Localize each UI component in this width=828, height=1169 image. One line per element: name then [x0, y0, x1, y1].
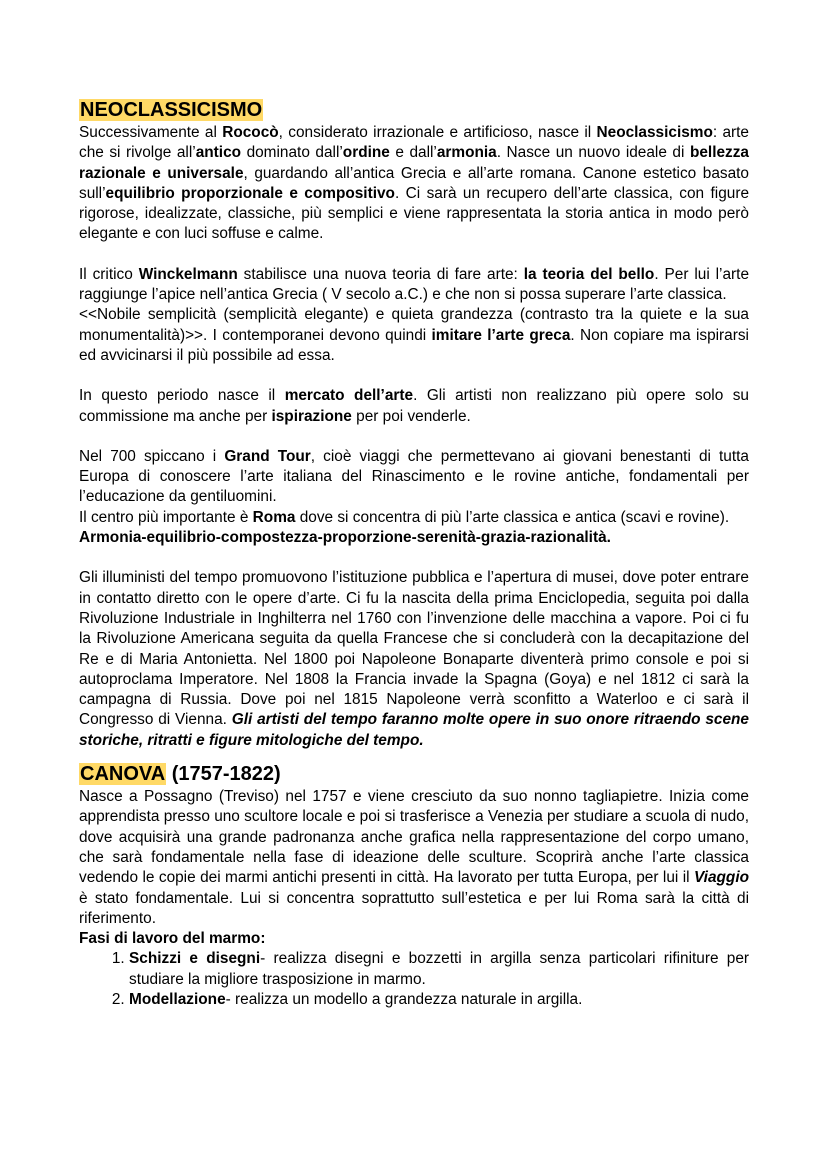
text-run: Gli artisti del tempo faranno molte opere in suo onore ritraendo scene storiche, ritratti e figure mitologiche del tempo.: [79, 711, 749, 749]
text-run: Modellazione: [129, 990, 226, 1008]
text-run: Armonia-equilibrio-compostezza-proporzione-serenità-grazia-razionalità.: [79, 529, 611, 547]
fasi-heading: [79, 929, 749, 949]
text-run: la teoria del bello: [523, 265, 655, 283]
paragraph-mercato: In questo periodo nasce il mercato dell’arte. Gli artisti non realizzano più opere solo su commissione ma anche per ispirazione per poi venderle.: [79, 387, 749, 425]
text-run: bellezza razionale e universale: [79, 144, 749, 182]
paragraph-canova-bio: Nasce a Possagno (Treviso) nel 1757 e viene cresciuto da suo nonno tagliapietre. Inizia come apprendista presso uno scultore locale e poi si trasferisce a Venezia per studiare a scuola di nudo, dove acquisirà una grande padronanza anche grafica nella rappresentazione del corpo umano, che sarà fondamentale nella fase di ideazione delle sculture. Scoprirà anche l’arte classica vedendo le copie dei marmi antichi presenti in città. Ha lavorato per tutta Europa, per lui il Viaggio è stato fondamentale. Lui si concentra soprattutto sull’estetica e per lui Roma sarà la città di riferimento.: [79, 788, 749, 927]
text-run: mercato dell’arte: [284, 387, 414, 405]
highlighted-title: NEOCLASSICISMO: [80, 99, 263, 121]
text-run: Viaggio: [693, 869, 749, 887]
paragraph-winckelmann: Il critico Winckelmann stabilisce una nuova teoria di fare arte: la teoria del bello. Per lui l’arte raggiunge l’apice nell’antica Grecia ( V secolo a.C.) e che non si possa superare l’arte classica.: [79, 265, 750, 304]
text-run: Rococò: [222, 124, 279, 141]
highlighted-title: CANOVA: [80, 763, 166, 786]
text-run: Grand Tour: [224, 447, 311, 465]
text-run: imitare l’arte greca: [431, 326, 571, 344]
text-run: antico: [195, 144, 242, 162]
section-canova: [79, 761, 749, 1010]
paragraph-intro: Successivamente al Rococò, considerato irrazionale e artificioso, nasce il Neoclassicismo: arte che si rivolge all’antico dominato dall’ordine e dall’armonia. Nasce un nuovo ideale di bellezza razionale e universale, guardando all’antica Grecia e all’arte romana. Canone estetico basato sull’equilibrio proporzionale e compositivo. Ci sarà un recupero dell’arte classica, con figure rigorose, idealizzate, classiche, più semplici e viene rappresentata la storia antica in modo però elegante e con luci soffuse e calme.: [79, 124, 750, 243]
paragraph-roma: Il centro più importante è Roma dove si concentra di più l’arte classica e antica (scavi e rovine).: [79, 508, 730, 526]
paragraph-quote: <<Nobile semplicità (semplicità elegante) e quieta grandezza (contrasto tra la quiete e la sua monumentalità)>>. I contemporanei devono quindi imitare l’arte greca. Non copiare ma ispirarsi ed avvicinarsi il più possibile ad essa.: [79, 306, 749, 364]
text-run: Neoclassicismo: [596, 124, 713, 141]
text-run: equilibrio proporzionale e compositivo: [105, 184, 395, 202]
text-run: armonia: [436, 144, 497, 162]
fasi-list: [79, 949, 749, 1010]
fasi-heading-text: Fasi di lavoro del marmo:: [79, 930, 266, 948]
paragraph-history: Gli illuministi del tempo promuovono l’istituzione pubblica e l’apertura di musei, dove poter entrare in contatto diretto con le opere d’arte. Ci fu la nascita della prima Enciclopedia, seguita poi dalla Rivoluzione Industriale in Inghilterra nel 1760 con l’invenzione delle macchina a vapore. Poi ci fu la Rivoluzione Americana seguita da quella Francese che si concluderà con la decapitazione del Re e di Maria Antonietta. Nel 1800 poi Napoleone Bonaparte diventerà primo console e poi si autoproclama Imperatore. Nel 1808 la Francia invade la Spagna (Goya) e nel 1812 ci sarà la campagna di Russia. Dove poi nel 1815 Napoleone verrà sconfitto a Waterloo e ci sarà il Congresso di Vienna. Gli artisti del tempo faranno molte opere in suo onore ritraendo scene storiche, ritratti e figure mitologiche del tempo.: [79, 569, 749, 749]
text-run: Winckelmann: [138, 265, 238, 283]
text-run: ordine: [342, 144, 390, 162]
section-title-canova: [79, 761, 749, 787]
canova-dates: (1757-1822): [166, 763, 281, 786]
paragraph-grand-tour: Nel 700 spiccano i Grand Tour, cioè viaggi che permettevano ai giovani benestanti di tutta Europa di conoscere l’arte italiana del Rinascimento e le rovine antiche, fondamentali per l’educazione da gentiluomini.: [79, 447, 749, 506]
paragraph-keywords: [79, 528, 749, 548]
text-run: Roma: [252, 508, 296, 526]
text-run: Schizzi e disegni: [129, 950, 261, 968]
list-item: 2. Modellazione- realizza un modello a grandezza naturale in argilla.: [129, 990, 749, 1010]
section-title-neoclassicismo: [79, 97, 749, 123]
list-item: 1. Schizzi e disegni- realizza disegni e bozzetti in argilla senza particolari rifiniture per studiare la migliore trasposizione in marmo.: [129, 949, 749, 990]
document-content: [79, 97, 749, 1010]
text-run: ispirazione: [271, 407, 352, 425]
